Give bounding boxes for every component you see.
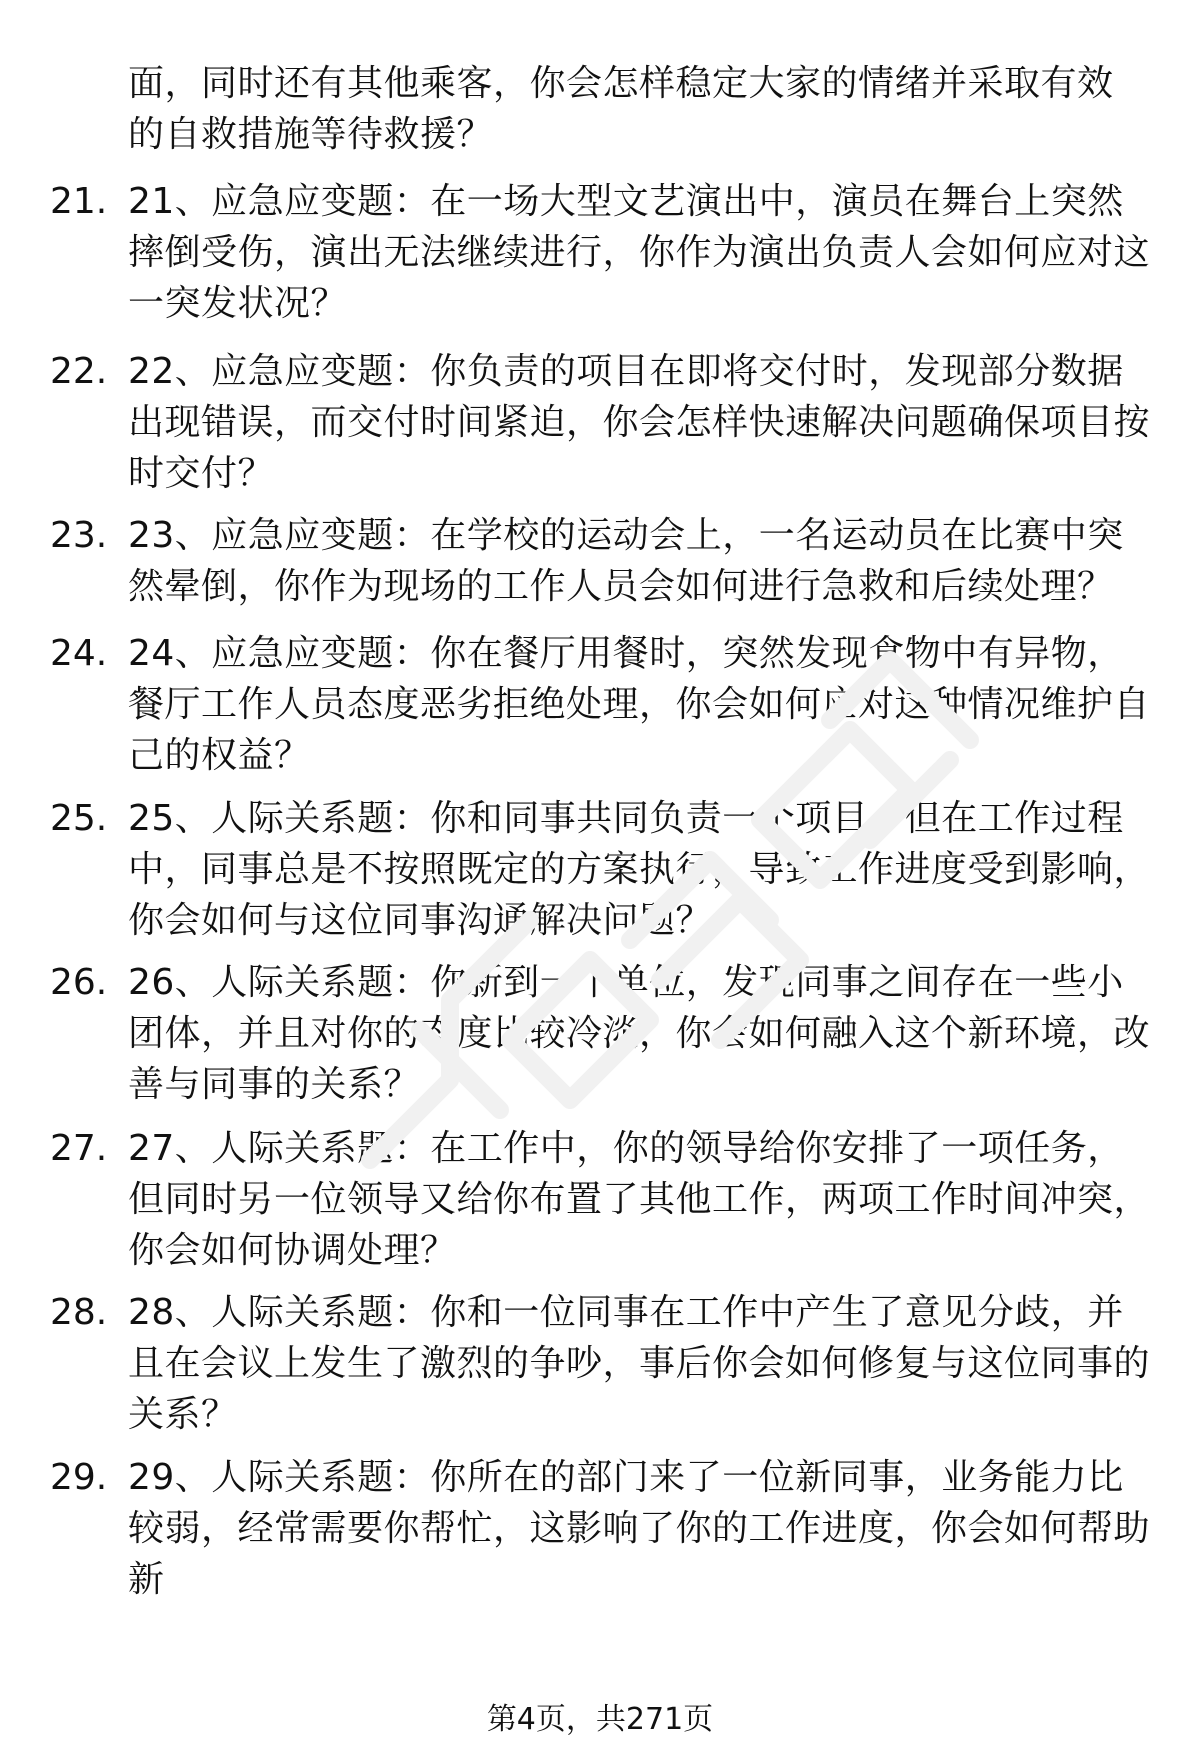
question-number: 28. <box>50 1292 108 1333</box>
question-text: 24、应急应变题：你在餐厅用餐时，突然发现食物中有异物，餐厅工作人员态度恶劣拒绝处理，你会如何应对这种情况维护自己的权益？ <box>128 633 1151 776</box>
question-text: 25、人际关系题：你和同事共同负责一个项目，但在工作过程中，同事总是不按照既定的方案执行，导致工作进度受到影响，你会如何与这位同事沟通解决问题？ <box>128 798 1151 941</box>
continuation-paragraph: 面，同时还有其他乘客，你会怎样稳定大家的情绪并采取有效的自救措施等待救援？ <box>128 63 1114 155</box>
question-number: 25. <box>50 798 108 839</box>
question-number: 27. <box>50 1128 108 1169</box>
page-footer: 第4页，共271页 <box>486 1702 714 1737</box>
question-number: 26. <box>50 962 108 1003</box>
question-text: 21、应急应变题：在一场大型文艺演出中，演员在舞台上突然摔倒受伤，演出无法继续进行，你作为演出负责人会如何应对这一突发状况？ <box>128 181 1151 324</box>
question-number: 21. <box>50 181 108 222</box>
question-text: 28、人际关系题：你和一位同事在工作中产生了意见分歧，并且在会议上发生了激烈的争吵，事后你会如何修复与这位同事的关系？ <box>128 1292 1151 1435</box>
question-number: 23. <box>50 515 108 556</box>
question-number: 24. <box>50 633 108 674</box>
question-text: 22、应急应变题：你负责的项目在即将交付时，发现部分数据出现错误，而交付时间紧迫，你会怎样快速解决问题确保项目按时交付？ <box>128 351 1151 494</box>
question-text: 27、人际关系题：在工作中，你的领导给你安排了一项任务，但同时另一位领导又给你布置了其他工作，两项工作时间冲突，你会如何协调处理？ <box>128 1128 1151 1271</box>
question-number: 22. <box>50 351 108 392</box>
question-number: 29. <box>50 1457 108 1498</box>
question-text: 29、人际关系题：你所在的部门来了一位新同事，业务能力比较弱，经常需要你帮忙，这影响了你的工作进度，你会如何帮助新 <box>128 1457 1151 1600</box>
question-text: 23、应急应变题：在学校的运动会上，一名运动员在比赛中突然晕倒，你作为现场的工作人员会如何进行急救和后续处理？ <box>128 515 1124 607</box>
question-text: 26、人际关系题：你新到一个单位，发现同事之间存在一些小团体，并且对你的态度比较冷淡，你会如何融入这个新环境，改善与同事的关系？ <box>128 962 1151 1105</box>
